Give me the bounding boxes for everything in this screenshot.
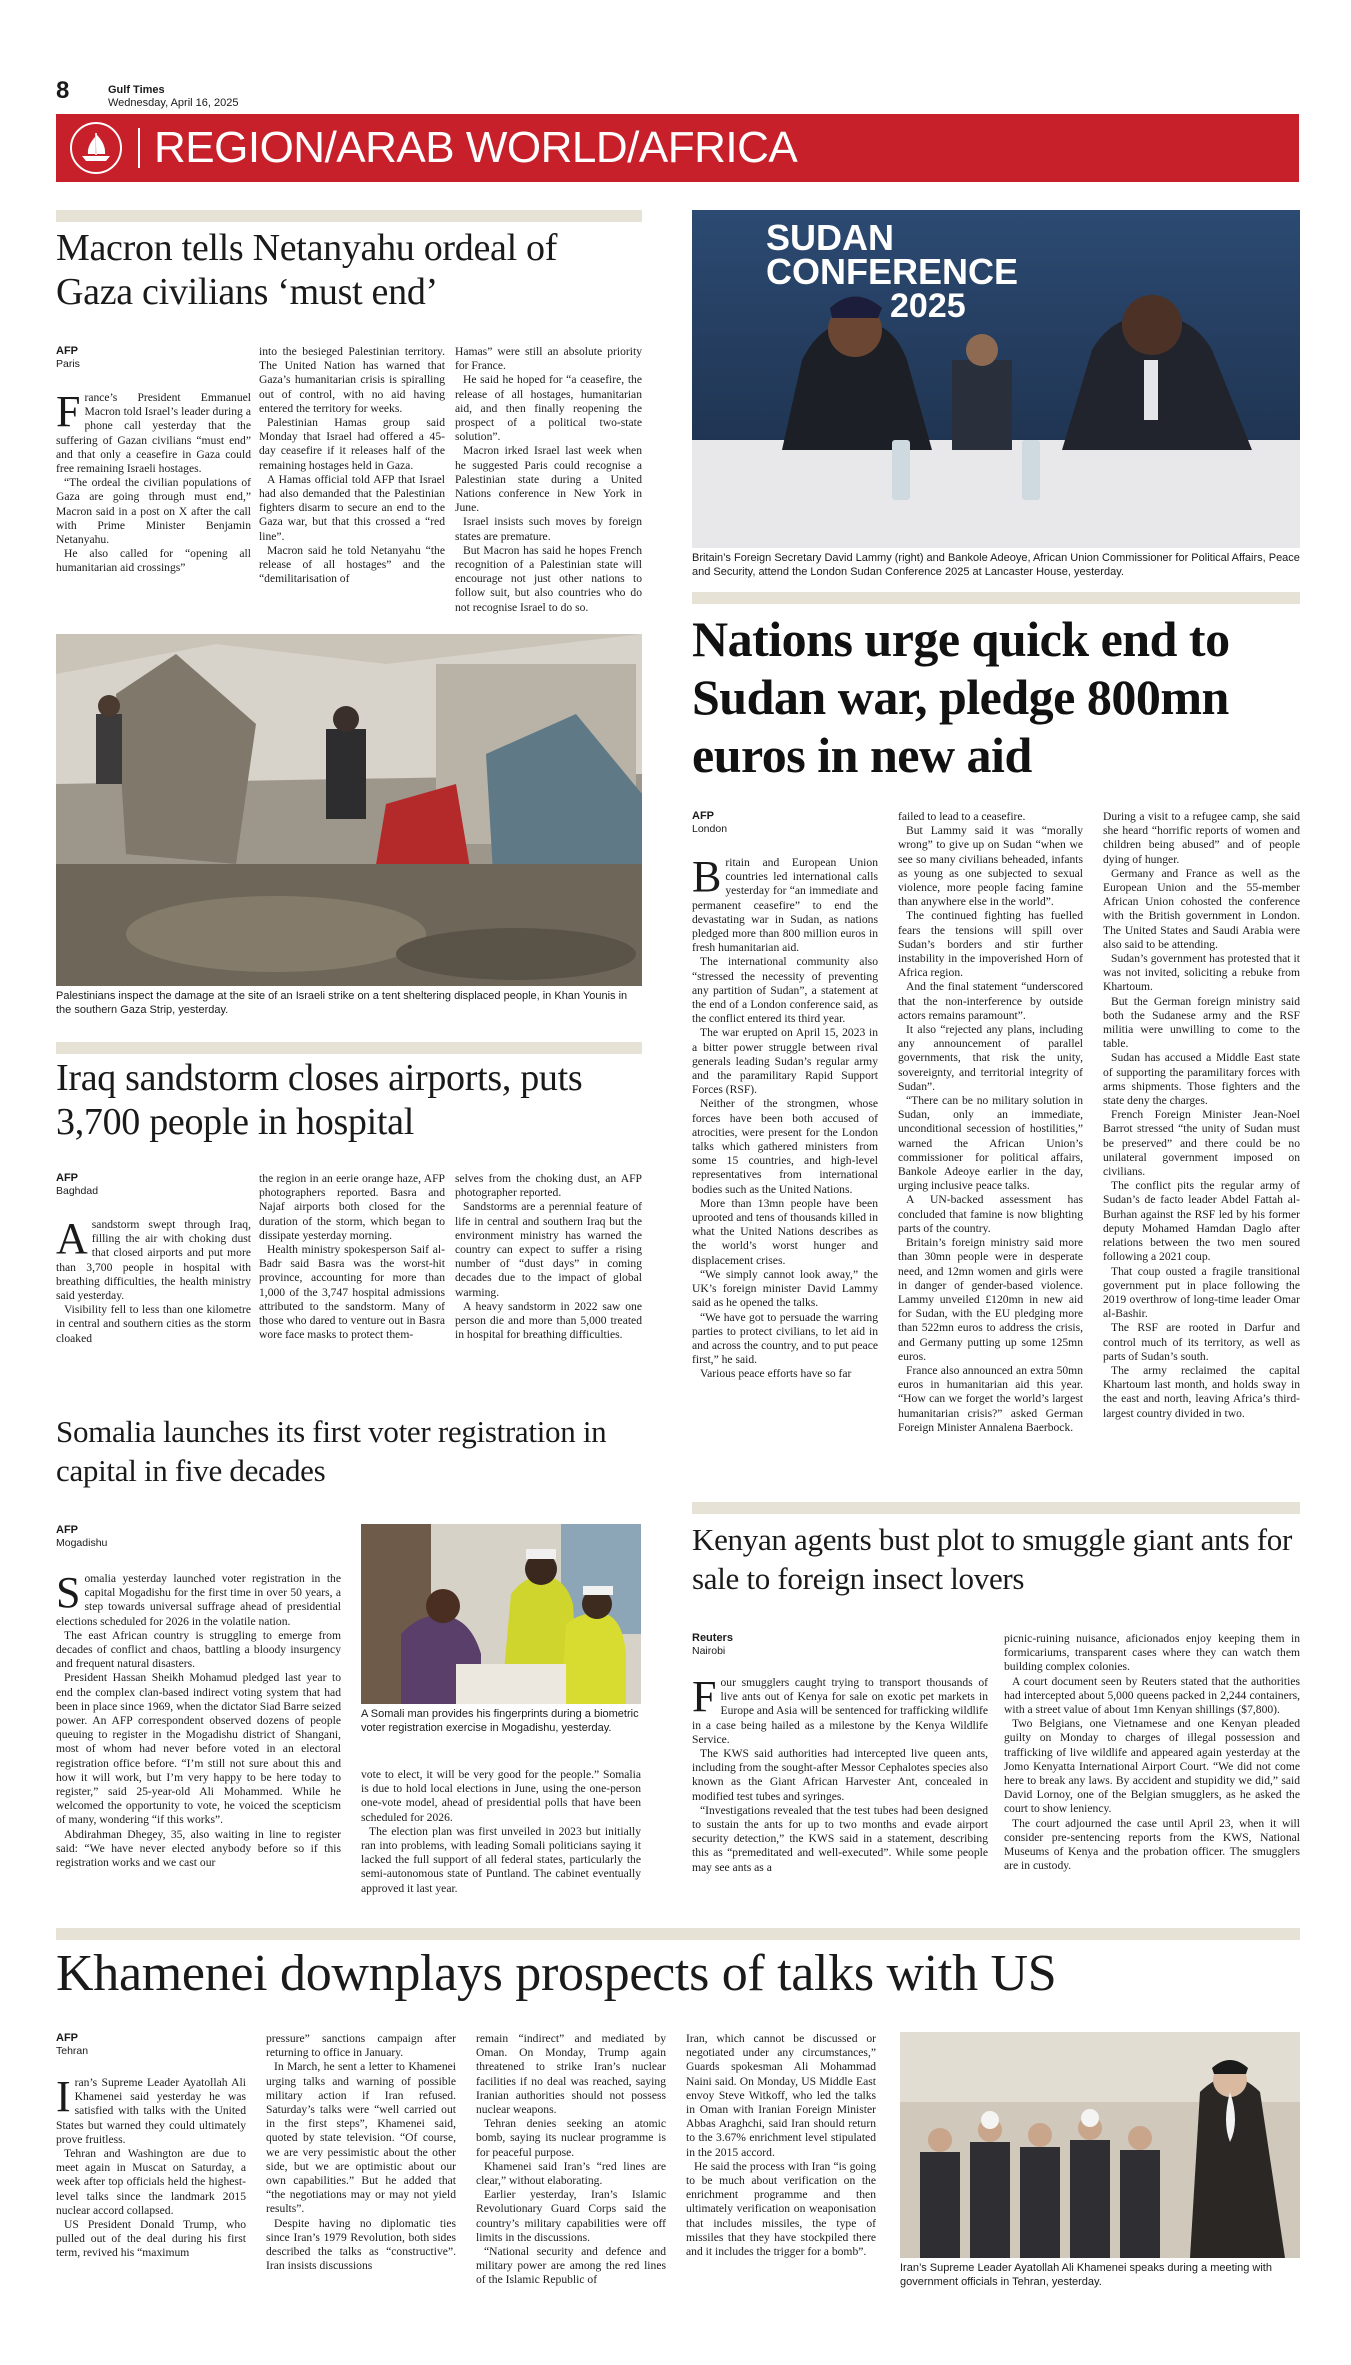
paragraph: And the final statement “underscored that the non-interference by outside actors remains paramount”. xyxy=(898,980,1083,1022)
somalia-photo-caption: A Somali man provides his fingerprints during a biometric voter registration exercise in Mogadishu, yesterday. xyxy=(361,1708,639,1734)
sudan-body-col3 xyxy=(1103,810,1300,1470)
paragraph: Earlier yesterday, Iran’s Islamic Revolutionary Guard Corps said the country’s military capabilities were off limits in the discussions. xyxy=(476,2188,666,2244)
macron-body-col1 xyxy=(56,387,251,576)
paragraph: Abdirahman Dhegey, 35, also waiting in line to register said: “We have never elected anybody before so if this registration works and we cast our xyxy=(56,1827,341,1870)
paragraph: More than 13mn people have been uprooted and tens of thousands killed in what the United Nations describes as the world’s worst hunger and displacement crises. xyxy=(692,1196,878,1267)
khamenei-photo-caption: Iran’s Supreme Leader Ayatollah Ali Khamenei speaks during a meeting with government officials in Tehran, yesterday. xyxy=(900,2262,1272,2288)
paragraph: ritain and European Union countries led international calls yesterday for “an immediate and permanent ceasefire” to end the devastating war in Sudan, as nations pledged more than 800 million euros in fresh humanitarian aid. xyxy=(692,856,878,955)
khamenei-dateline: Tehran xyxy=(56,2045,89,2057)
iraq-dropcap: A xyxy=(56,1214,88,1263)
banner-divider xyxy=(138,128,140,168)
paragraph: “National security and defence and military power are among the red lines of the Islamic Republic of xyxy=(476,2245,666,2287)
paragraph: “The ordeal the civilian populations of Gaza are going through must end,” Macron said in a post on X after the call with Prime Minister Benjamin Netanyahu. xyxy=(56,476,251,547)
page-number: 8 xyxy=(56,77,70,104)
kenya-source: Reuters xyxy=(692,1632,733,1644)
paragraph: Germany and France as well as the European Union and the 55-member African Union cohosted the conference with the British government in London. The United States and Saudi Arabia were also said to be attending. xyxy=(1103,866,1300,951)
somalia-body-col2 xyxy=(361,1768,641,1910)
paragraph: “We simply cannot look away,” the UK’s foreign minister David Lammy said as he opened the talks. xyxy=(692,1267,878,1310)
iraq-headline: Iraq sandstorm closes airports, puts 3,700 people in hospital xyxy=(56,1057,583,1143)
kenya-body-col1 xyxy=(692,1672,988,1875)
paragraph: A heavy sandstorm in 2022 saw one person die and more than 5,000 treated in hospital for breathing difficulties. xyxy=(455,1299,642,1342)
paragraph: “Investigations revealed that the test tubes had been designed to sustain the ants for up to two months and evade airport security detection,” the KWS said in a statement, describing this as “premeditated and well-executed”. While some people may see ants as a xyxy=(692,1803,988,1874)
story-rule xyxy=(56,210,642,222)
paragraph: Macron said he told Netanyahu “the release of all hostages” and the “demilitarisation of xyxy=(259,543,445,586)
sudan-source: AFP xyxy=(692,810,714,822)
paragraph: the region in an eerie orange haze, AFP photographers reported. Basra and Najaf airports both closed for the duration of the storm, which began to dissipate yesterday morning. xyxy=(259,1172,445,1242)
paragraph: The war erupted on April 15, 2023 in a bitter power struggle between rival generals leading Sudan’s regular army and the paramilitary Rapid Support Forces (RSF). xyxy=(692,1026,878,1097)
macron-source: AFP xyxy=(56,345,78,357)
kenya-dropcap: F xyxy=(692,1672,717,1721)
paragraph: He said he hoped for “a ceasefire, the release of all hostages, humanitarian aid, and then finally reopening the prospect of a political two-state solution”. xyxy=(455,373,642,444)
paragraph: French Foreign Minister Jean-Noel Barrot stressed “the unity of Sudan must be preserved” and there could be no unilateral government imposed on civilians. xyxy=(1103,1108,1300,1179)
paragraph: The international community also “stressed the necessity of preventing any partition of Sudan”, a statement at the end of a London conference said, as the conflict entered its third year. xyxy=(692,955,878,1026)
paragraph: But Lammy said it was “morally wrong” to give up on Sudan “when we see so many civilians beheaded, infants as young as one subjected to sexual violence, more people facing famine than anywhere else in the world”. xyxy=(898,824,1083,909)
paragraph: our smugglers caught trying to transport thousands of live ants out of Kenya for sale on exotic pet markets in Europe and Asia will be sentenced for trafficking wildlife in a case being hailed as a milestone by the Kenya Wildlife Service. xyxy=(692,1676,988,1746)
paragraph: Britain’s foreign ministry said more than 30mn people were in desperate need, and 12mn women and girls were in danger of gender-based violence. Lammy unveiled £120mn in new aid for Sudan, with the EU pledging more than 522mn euros to address the crisis, and Germany putting up some 125mn euros. xyxy=(898,1236,1083,1363)
paragraph: Despite having no diplomatic ties since Iran’s 1979 Revolution, both sides described the talks as “constructive”. Iran insists discussions xyxy=(266,2216,456,2273)
paragraph: It also “rejected any plans, including any announcement of parallel governments, that risk the unity, sovereignty, and territorial integrity of Sudan”. xyxy=(898,1023,1083,1093)
paragraph: During a visit to a refugee camp, she said she heard “horrific reports of women and children being abused” and of people dying of hunger. xyxy=(1103,810,1300,866)
banner-text-line2: CONFERENCE xyxy=(766,251,1019,292)
paragraph: Macron irked Israel last week when he suggested Paris could recognise a Palestinian state during a United Nations conference in New York in June. xyxy=(455,444,642,515)
story-rule xyxy=(56,1928,1300,1940)
story-rule xyxy=(56,1042,642,1054)
khamenei-meeting-photo xyxy=(900,2032,1300,2258)
paragraph: The election plan was first unveiled in 2023 but initially ran into problems, with leading Somali politicians saying it lacked the full support of all federal states, particularly the semi-autonomous state of Puntland. The cabinet eventually approved it last year. xyxy=(361,1824,641,1895)
somalia-dropcap: S xyxy=(56,1568,81,1617)
paragraph: Tehran denies seeking an atomic bomb, saying its nuclear programme is for peaceful purpose. xyxy=(476,2117,666,2159)
paragraph: picnic-ruining nuisance, aficionados enjoy keeping them in formicariums, transparent cases where they can watch them building complex colonies. xyxy=(1004,1632,1300,1674)
kenya-dateline: Nairobi xyxy=(692,1645,726,1657)
sudan-headline: Nations urge quick end to Sudan war, pledge 800mn euros in new aid xyxy=(692,611,1230,783)
sudan-body-col2 xyxy=(898,810,1083,1470)
paragraph: rance’s President Emmanuel Macron told Israel’s leader during a phone call yesterday that the suffering of Gazan civilians “must end” and that only a ceasefire in Gaza could free remaining Israeli hostages. xyxy=(56,391,251,476)
sudan-conference-photo xyxy=(692,210,1300,548)
paragraph: A Hamas official told AFP that Israel had also demanded that the Palestinian fighters disarm to secure an end to the Gaza war, but that this crossed a “red line”. xyxy=(259,472,445,543)
paragraph: Visibility fell to less than one kilometre in central and southern cities as the storm cloaked xyxy=(56,1303,251,1345)
paragraph: The east African country is struggling to emerge from decades of conflict and chaos, battling a bloody insurgency and frequent natural disasters. xyxy=(56,1628,341,1671)
paragraph: failed to lead to a ceasefire. xyxy=(898,810,1026,823)
khamenei-body-col3 xyxy=(476,2032,666,2332)
paragraph: vote to elect, it will be very good for the people.” Somalia is due to hold local elections in June, using the one-person one-vote model, ahead of presidential polls that have been scheduled for 2026. xyxy=(361,1768,641,1824)
somalia-dateline: Mogadishu xyxy=(56,1537,108,1549)
iraq-body-col3 xyxy=(455,1172,642,1387)
khamenei-body-col4 xyxy=(686,2032,876,2332)
iraq-body-col1 xyxy=(56,1214,251,1346)
paragraph: Iran, which cannot be discussed or negotiated under any circumstances,” Guards spokesman Ali Mohammad Naini said. On Monday, US Middle East envoy Steve Witkoff, who led the talks in Oman with Iranian Foreign Minister Abbas Araghchi, said Iran should return to the 3.67% enrichment level stipulated in the 2015 accord. xyxy=(686,2032,876,2159)
banner-text-line3: 2025 xyxy=(890,287,966,325)
paragraph: pressure” sanctions campaign after returning to office in January. xyxy=(266,2032,456,2060)
paragraph: The court adjourned the case until April 23, when it will consider pre-sentencing reports from the KWS, National Museums of Kenya and the probation officer. The smugglers are in custody. xyxy=(1004,1816,1300,1873)
paragraph: The conflict pits the regular army of Sudan’s de facto leader Abdel Fattah al-Burhan against the RSF led by his former deputy Mohamed Hamdan Daglo after relations between the two men soured following a 2021 coup. xyxy=(1103,1179,1300,1264)
paragraph: Sudan has accused a Middle East state of supporting the paramilitary forces with arms shipments. Those fighters and the state deny the charges. xyxy=(1103,1051,1300,1108)
macron-dropcap: F xyxy=(56,387,81,436)
iraq-body-col2 xyxy=(259,1172,445,1387)
paragraph: Sandstorms are a perennial feature of life in central and southern Iraq but the environment ministry has warned the country can expect to suffer a rising number of “dust days” in coming decades due to the impact of global warming. xyxy=(455,1200,642,1299)
somalia-source: AFP xyxy=(56,1524,78,1536)
paragraph: ran’s Supreme Leader Ayatollah Ali Khamenei said yesterday he was satisfied with talks with the United States but warned they could ultimately prove fruitless. xyxy=(56,2076,246,2146)
paragraph: He said the process with Iran “is going to be much about verification on the enrichment programme and then ultimately verification on weaponisation that includes missiles, the type of missiles that they have stockpiled there and it includes the trigger for a bomb”. xyxy=(686,2159,876,2259)
story-rule xyxy=(692,592,1300,604)
paragraph: A UN-backed assessment has concluded that famine is now blighting parts of the country. xyxy=(898,1193,1083,1235)
paragraph: The continued fighting has fuelled fears the tensions will spill over Sudan’s borders and stir further instability in the impoverished Horn of Africa region. xyxy=(898,909,1083,980)
paragraph: remain “indirect” and mediated by Oman. On Monday, Trump again threatened to strike Iran’s nuclear facilities if no deal was reached, saying Iranian authorities should not possess nuclear weapons. xyxy=(476,2032,666,2117)
section-title: REGION/ARAB WORLD/AFRICA xyxy=(154,123,798,172)
paragraph: into the besieged Palestinian territory. The United Nation has warned that Gaza’s humanitarian crisis is spiralling out of control, with no aid having entered the territory for weeks. xyxy=(259,345,445,415)
paragraph: A court document seen by Reuters stated that the authorities had intercepted about 5,000 queens packed in 2,244 containers, with a street value of about 1mn Kenyan shillings ($7,800). xyxy=(1004,1674,1300,1717)
iraq-dateline: Baghdad xyxy=(56,1185,99,1197)
paragraph: omalia yesterday launched voter registration in the capital Mogadishu for the first time in over 50 years, a step towards universal suffrage ahead of presidential elections scheduled for 2026 in the volatile nation. xyxy=(56,1572,341,1628)
kenya-headline: Kenyan agents bust plot to smuggle giant ants for sale to foreign insect lovers xyxy=(692,1522,1293,1596)
paragraph: The RSF are rooted in Darfur and control much of its territory, as well as parts of Sudan’s south. xyxy=(1103,1321,1300,1363)
paragraph: But Macron has said he hopes French recognition of a Palestinian state will encourage not just other nations to follow suit, but also countries who do not recognise Israel to do so. xyxy=(455,543,642,614)
paragraph: Khamenei said Iran’s “red lines are clear,” without elaborating. xyxy=(476,2159,666,2188)
paragraph: But the German foreign ministry said both the Sudanese army and the RSF militia were unwilling to come to the table. xyxy=(1103,994,1300,1051)
paper-name: Gulf Times xyxy=(108,84,165,96)
paragraph: President Hassan Sheikh Mohamud pledged last year to end the complex clan-based indirect voting system that had been in place since 1969, when the dictator Siad Barre seized power. An AFP correspondent observed dozens of people queuing to register in the Mogadishu district of Shangani, most of whom had never before voted in an electoral registration office before. “I’m still not sure about this and how it will work, but I’m very happy to be here today to register,” said 25-year-old Ali Mohammed. While he welcomed the opportunity to vote, he voiced the scepticism of many, wondering “if this works”. xyxy=(56,1671,341,1827)
paragraph: selves from the choking dust, an AFP photographer reported. xyxy=(455,1172,642,1200)
paragraph: Palestinian Hamas group said Monday that Israel had offered a 45-day ceasefire if it releases half of the remaining hostages held in Gaza. xyxy=(259,416,445,472)
paragraph: France also announced an extra 50mn euros in humanitarian aid this year. “How can we forget the world’s largest humanitarian crisis?” asked German Foreign Minister Annalena Baerbock. xyxy=(898,1363,1083,1434)
section-banner xyxy=(56,114,1299,182)
paragraph: Neither of the strongmen, whose forces have been both accused of atrocities, were present for the London talks which gathered ministers from some 15 countries, and high-level representatives from international bodies such as the United Nations. xyxy=(692,1097,878,1196)
paragraph: sandstorm swept through Iraq, filling the air with choking dust that closed airports and put more than 3,700 people in hospital with breathing difficulties, the health ministry said yesterday. xyxy=(56,1218,251,1303)
iraq-source: AFP xyxy=(56,1172,78,1184)
sudan-dropcap: B xyxy=(692,852,722,901)
banner-text-line1: SUDAN xyxy=(766,217,895,258)
macron-body-col3 xyxy=(455,345,642,635)
paragraph: He also called for “opening all humanitarian aid crossings” xyxy=(56,547,251,575)
somalia-voter-photo xyxy=(361,1524,641,1704)
paragraph: Hamas” were still an absolute priority for France. xyxy=(455,345,642,373)
khamenei-source: AFP xyxy=(56,2032,78,2044)
paragraph: Sudan’s government has protested that it was not invited, soliciting a rebuke from Khartoum. xyxy=(1103,952,1300,994)
paragraph: US President Donald Trump, who pulled out of the deal during his first term, revived his “maximum xyxy=(56,2218,246,2260)
paragraph: In March, he sent a letter to Khamenei urging talks and warning of possible military action if Iran refused. Saturday’s talks were “well carried out in the first steps”, Khamenei said, quoted by state television. “Of course, we are very pessimistic about the other side, but we are optimistic about our own capabilities.” But he added that “the negotiations may or may not yield results”. xyxy=(266,2060,456,2216)
paragraph: The KWS said authorities had intercepted live queen ants, including from the sought-after Messor Cephalotes species also known as the Giant African Harvester Ant, concealed in modified test tubes and syringes. xyxy=(692,1747,988,1803)
issue-date: Wednesday, April 16, 2025 xyxy=(108,97,239,109)
gaza-tent-photo xyxy=(56,634,642,986)
dhow-logo-icon xyxy=(70,122,122,174)
macron-headline: Macron tells Netanyahu ordeal of Gaza civilians ‘must end’ xyxy=(56,227,558,313)
macron-dateline: Paris xyxy=(56,358,80,370)
paragraph: Various peace efforts have so far xyxy=(700,1367,852,1381)
somalia-headline: Somalia launches its first voter registration in capital in five decades xyxy=(56,1414,607,1488)
paragraph: Tehran and Washington are due to meet again in Muscat on Saturday, a week after top officials held the highest-level talks since the landmark 2015 nuclear accord collapsed. xyxy=(56,2147,246,2217)
sudan-body-col1 xyxy=(692,852,878,1382)
khamenei-headline: Khamenei downplays prospects of talks with US xyxy=(56,1945,1057,2002)
paragraph: Israel insists such moves by foreign states are premature. xyxy=(455,515,642,543)
paragraph: Two Belgians, one Vietnamese and one Kenyan pleaded guilty on Monday to charges of illegal possession and trafficking of live wildlife and appeared again yesterday at the Jomo Kenyatta International Airport Court. “We did not come here to break any laws. By accident and stupidity we did,” said David Lornoy, one of the Belgian smugglers, as he asked the court to show leniency. xyxy=(1004,1717,1300,1816)
macron-body-col2 xyxy=(259,345,445,635)
story-rule xyxy=(692,1502,1300,1514)
sudan-dateline: London xyxy=(692,823,728,835)
macron-photo-caption: Palestinians inspect the damage at the site of an Israeli strike on a tent sheltering displaced people, in Khan Younis in the southern Gaza Strip, yesterday. xyxy=(56,990,628,1016)
paragraph: Health ministry spokesperson Saif al-Badr said Basra was the worst-hit province, accounting for more than 1,000 of the 3,747 hospital admissions attributed to the sandstorm. Many of those who dared to venture out in Basra wore face masks to protect them- xyxy=(259,1243,445,1342)
paragraph: That coup ousted a fragile transitional government put in place following the 2019 overthrow of long-time leader Omar al-Bashir. xyxy=(1103,1264,1300,1321)
paragraph: “We have got to persuade the warring parties to protect civilians, to let aid in and across the country, and to put peace first,” he said. xyxy=(692,1310,878,1367)
khamenei-dropcap: I xyxy=(56,2072,71,2121)
khamenei-body-col1 xyxy=(56,2072,246,2261)
sudan-photo-caption: Britain’s Foreign Secretary David Lammy (right) and Bankole Adeoye, African Union Commissioner for Political Affairs, Peace and Security, attend the London Sudan Conference 2025 at Lancaster House, yesterday. xyxy=(692,552,1300,578)
kenya-body-col2 xyxy=(1004,1632,1300,1910)
somalia-body-col1 xyxy=(56,1568,341,1870)
paragraph: The army reclaimed the capital Khartoum last month, and holds sway in the east and north, leaving Africa’s third-largest country divided in two. xyxy=(1103,1363,1300,1420)
khamenei-body-col2 xyxy=(266,2032,456,2332)
paragraph: “There can be no military solution in Sudan, only an immediate, unconditional secession of hostilities,” warned the African Union’s commissioner for political affairs, Bankole Adeoye earlier in the day, urging inclusive peace talks. xyxy=(898,1094,1083,1193)
